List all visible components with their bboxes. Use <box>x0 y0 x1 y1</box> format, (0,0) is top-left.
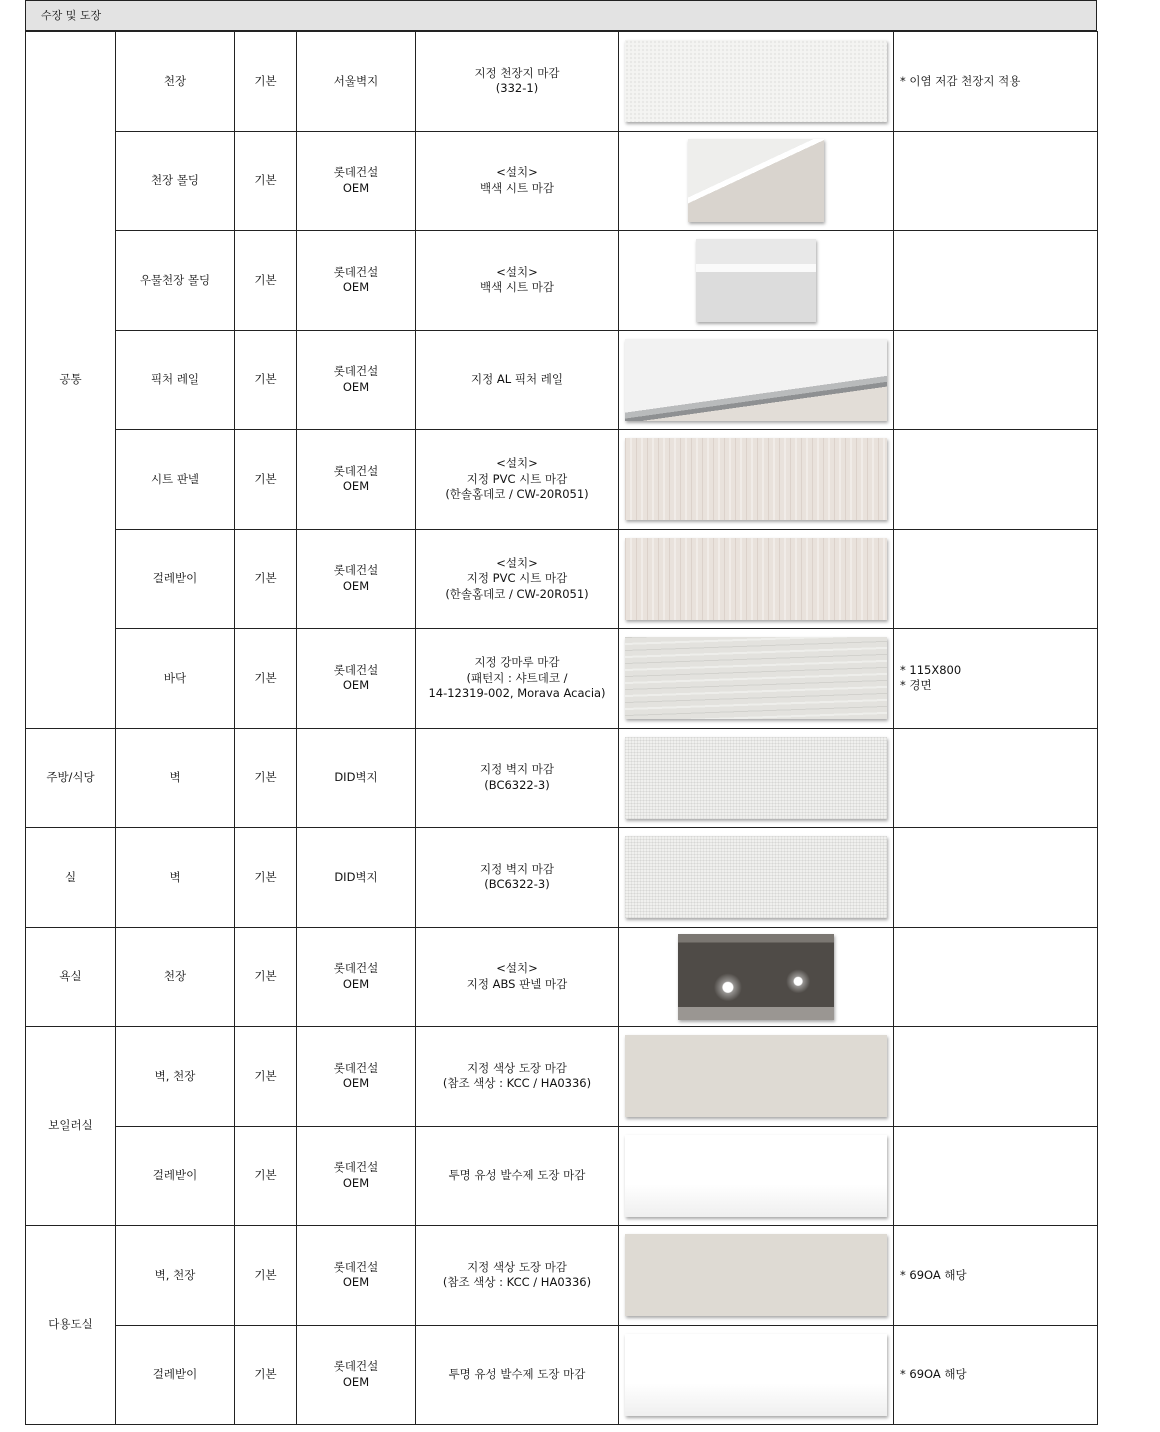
area-cell: 주방/식당 <box>26 728 116 828</box>
clear-coat-swatch <box>625 1334 887 1416</box>
area-cell: 공통 <box>26 32 116 729</box>
grade-cell: 기본 <box>235 728 297 828</box>
swatch-cell <box>619 32 894 132</box>
spec-cell: <설치> 지정 ABS 판넬 마감 <box>416 927 619 1027</box>
item-cell: 천장 <box>116 32 235 132</box>
note-cell <box>894 231 1098 331</box>
maker-cell: 롯데건설 OEM <box>297 1126 416 1226</box>
ceiling-paper-swatch <box>625 40 887 122</box>
maker-cell: DID벽지 <box>297 828 416 928</box>
table-row <box>26 529 1098 629</box>
swatch-cell <box>619 1226 894 1326</box>
table-row <box>26 728 1098 828</box>
item-cell: 걸레받이 <box>116 529 235 629</box>
note-cell <box>894 828 1098 928</box>
maker-cell: DID벽지 <box>297 728 416 828</box>
finish-schedule-sheet <box>25 0 1097 1425</box>
note-cell <box>894 728 1098 828</box>
wood-sheet-swatch <box>625 438 887 520</box>
swatch-cell <box>619 330 894 430</box>
grade-cell: 기본 <box>235 231 297 331</box>
table-row <box>26 1226 1098 1326</box>
section-header: 수장 및 도장 <box>25 0 1097 31</box>
maker-cell: 롯데건설 OEM <box>297 131 416 231</box>
spec-cell: 지정 AL 픽처 레일 <box>416 330 619 430</box>
maker-cell: 롯데건설 OEM <box>297 529 416 629</box>
spec-cell: 투명 유성 발수제 도장 마감 <box>416 1325 619 1425</box>
note-cell: * 69OA 해당 <box>894 1226 1098 1326</box>
maker-cell: 롯데건설 OEM <box>297 330 416 430</box>
note-cell: * 115X800 * 경면 <box>894 629 1098 729</box>
item-cell: 바닥 <box>116 629 235 729</box>
maker-cell: 롯데건설 OEM <box>297 927 416 1027</box>
maker-cell: 서울벽지 <box>297 32 416 132</box>
item-cell: 벽 <box>116 728 235 828</box>
note-cell <box>894 131 1098 231</box>
item-cell: 천장 <box>116 927 235 1027</box>
item-cell: 걸레받이 <box>116 1325 235 1425</box>
item-cell: 걸레받이 <box>116 1126 235 1226</box>
swatch-cell <box>619 430 894 530</box>
note-cell <box>894 529 1098 629</box>
swatch-cell <box>619 529 894 629</box>
table-row <box>26 1325 1098 1425</box>
item-cell: 벽, 천장 <box>116 1226 235 1326</box>
item-cell: 벽 <box>116 828 235 928</box>
grade-cell: 기본 <box>235 430 297 530</box>
grade-cell: 기본 <box>235 1027 297 1127</box>
table-row <box>26 131 1098 231</box>
spec-cell: 지정 벽지 마감 (BC6322-3) <box>416 828 619 928</box>
grade-cell: 기본 <box>235 32 297 132</box>
spec-cell: <설치> 백색 시트 마감 <box>416 231 619 331</box>
bathroom-ceiling-photo <box>678 934 834 1020</box>
maker-cell: 롯데건설 OEM <box>297 430 416 530</box>
swatch-cell <box>619 927 894 1027</box>
maker-cell: 롯데건설 OEM <box>297 231 416 331</box>
table-row <box>26 430 1098 530</box>
recessed-molding-photo <box>696 239 816 322</box>
area-cell: 보일러실 <box>26 1027 116 1226</box>
note-cell: * 이염 저감 천장지 적용 <box>894 32 1098 132</box>
grade-cell: 기본 <box>235 1226 297 1326</box>
ceiling-molding-photo <box>688 139 824 222</box>
paint-color-swatch <box>625 1234 887 1316</box>
swatch-cell <box>619 629 894 729</box>
wood-sheet-swatch <box>625 538 887 620</box>
grade-cell: 기본 <box>235 1325 297 1425</box>
area-cell: 욕실 <box>26 927 116 1027</box>
maker-cell: 롯데건설 OEM <box>297 629 416 729</box>
spec-cell: 지정 색상 도장 마감 (참조 색상 : KCC / HA0336) <box>416 1226 619 1326</box>
grade-cell: 기본 <box>235 131 297 231</box>
note-cell <box>894 927 1098 1027</box>
area-cell: 실 <box>26 828 116 928</box>
fabric-wallpaper-swatch <box>625 836 887 918</box>
table-row <box>26 629 1098 729</box>
item-cell: 우물천장 몰딩 <box>116 231 235 331</box>
swatch-cell <box>619 828 894 928</box>
spec-cell: 지정 색상 도장 마감 (참조 색상 : KCC / HA0336) <box>416 1027 619 1127</box>
swatch-cell <box>619 1027 894 1127</box>
clear-coat-swatch <box>625 1135 887 1217</box>
grade-cell: 기본 <box>235 330 297 430</box>
maker-cell: 롯데건설 OEM <box>297 1027 416 1127</box>
item-cell: 픽처 레일 <box>116 330 235 430</box>
swatch-cell <box>619 1325 894 1425</box>
swatch-cell <box>619 1126 894 1226</box>
note-cell <box>894 1027 1098 1127</box>
grade-cell: 기본 <box>235 629 297 729</box>
note-cell <box>894 330 1098 430</box>
spec-cell: 지정 강마루 마감 (패턴지 : 샤트데코 / 14-12319-002, Morava Acacia) <box>416 629 619 729</box>
table-row <box>26 1126 1098 1226</box>
maker-cell: 롯데건설 OEM <box>297 1226 416 1326</box>
grade-cell: 기본 <box>235 529 297 629</box>
area-cell: 다용도실 <box>26 1226 116 1425</box>
paint-color-swatch <box>625 1035 887 1117</box>
swatch-cell <box>619 728 894 828</box>
finish-schedule-table <box>25 31 1098 1425</box>
picture-rail-photo <box>625 339 887 421</box>
item-cell: 천장 몰딩 <box>116 131 235 231</box>
spec-cell: <설치> 백색 시트 마감 <box>416 131 619 231</box>
note-cell <box>894 1126 1098 1226</box>
grade-cell: 기본 <box>235 927 297 1027</box>
table-row <box>26 1027 1098 1127</box>
grade-cell: 기본 <box>235 828 297 928</box>
item-cell: 시트 판넬 <box>116 430 235 530</box>
floor-wood-swatch <box>625 637 887 719</box>
spec-cell: 투명 유성 발수제 도장 마감 <box>416 1126 619 1226</box>
note-cell: * 69OA 해당 <box>894 1325 1098 1425</box>
maker-cell: 롯데건설 OEM <box>297 1325 416 1425</box>
spec-cell: 지정 벽지 마감 (BC6322-3) <box>416 728 619 828</box>
table-row <box>26 231 1098 331</box>
table-row <box>26 828 1098 928</box>
table-row <box>26 330 1098 430</box>
swatch-cell <box>619 131 894 231</box>
grade-cell: 기본 <box>235 1126 297 1226</box>
spec-cell: 지정 천장지 마감 (332-1) <box>416 32 619 132</box>
spec-cell: <설치> 지정 PVC 시트 마감 (한솔홈데코 / CW-20R051) <box>416 529 619 629</box>
swatch-cell <box>619 231 894 331</box>
note-cell <box>894 430 1098 530</box>
table-row <box>26 32 1098 132</box>
item-cell: 벽, 천장 <box>116 1027 235 1127</box>
fabric-wallpaper-swatch <box>625 737 887 819</box>
spec-cell: <설치> 지정 PVC 시트 마감 (한솔홈데코 / CW-20R051) <box>416 430 619 530</box>
table-row <box>26 927 1098 1027</box>
